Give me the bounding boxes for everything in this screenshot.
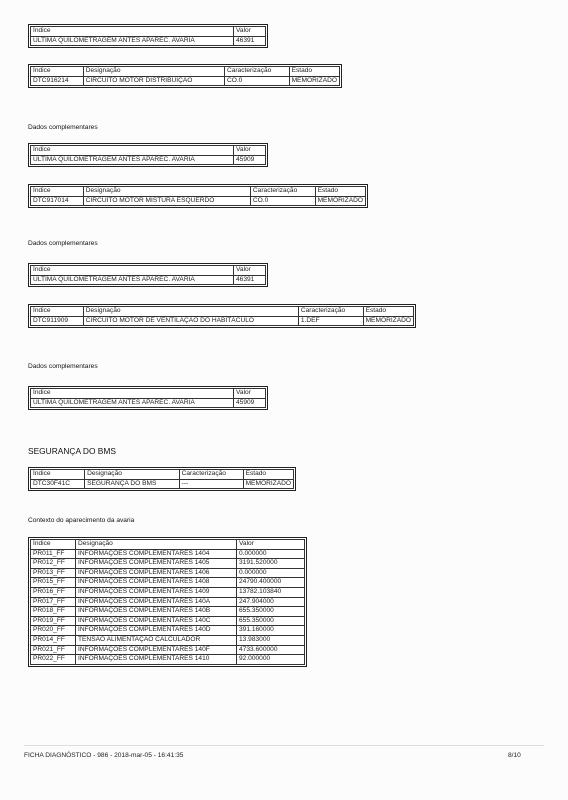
table-cell: DTC916214 (31, 76, 84, 86)
footer-rule (24, 745, 544, 746)
table-row (31, 607, 305, 617)
table-cell: MEMORIZADO (315, 196, 365, 206)
table-row (31, 549, 305, 559)
table-cell: 13782.103840 (237, 587, 305, 597)
table-cell: PR015_FF (31, 578, 76, 588)
table-cell: PR021_FF (31, 645, 76, 655)
column-header: Índice (31, 146, 234, 156)
mileage-table (28, 24, 268, 48)
table-cell: CIRCUITO MOTOR MISTURA ESQUERDO (83, 196, 250, 206)
table-cell: INFORMAÇÕES COMPLEMENTARES 140B (76, 607, 237, 617)
footer-info: FICHA DIAGNÓSTICO - 986 - 2018-mar-05 - 16:41:35 (24, 752, 184, 759)
table-row (31, 568, 305, 578)
table-header-row (31, 187, 366, 197)
table-cell: INFORMAÇÕES COMPLEMENTARES 1409 (76, 587, 237, 597)
column-header: Índice (31, 470, 85, 480)
table-row (31, 645, 305, 655)
table-cell: INFORMAÇÕES COMPLEMENTARES 1406 (76, 568, 237, 578)
table-cell: 46391 (234, 36, 266, 46)
table-cell: 0.000000 (237, 549, 305, 559)
table-cell: MEMORIZADO (243, 479, 293, 489)
table-cell: INFORMAÇÕES COMPLEMENTARES 140F (76, 645, 237, 655)
table-cell: ÚLTIMA QUILOMETRAGEM ANTES APAREC. AVARIA (31, 155, 234, 165)
column-header: Índice (31, 187, 84, 197)
table-cell: 3191.520000 (237, 559, 305, 569)
table-header-row (31, 540, 305, 550)
column-header: Caracterização (298, 307, 363, 317)
column-header: Valor (234, 266, 266, 276)
table-cell: INFORMAÇÕES COMPLEMENTARES 1405 (76, 559, 237, 569)
table-cell: 391.160000 (237, 626, 305, 636)
table-header-row (31, 389, 266, 399)
table-cell: PR013_FF (31, 568, 76, 578)
mileage-table (28, 386, 268, 410)
table-row (31, 578, 305, 588)
table-cell: PR016_FF (31, 587, 76, 597)
table-cell: 1.DEF (298, 316, 363, 326)
table-cell: 45909 (234, 398, 266, 408)
table-cell: ÚLTIMA QUILOMETRAGEM ANTES APAREC. AVARIA (31, 275, 234, 285)
section-label: Dados complementares (28, 240, 98, 247)
table-row (31, 196, 366, 206)
table-cell: PR011_FF (31, 549, 76, 559)
table-cell: PR020_FF (31, 626, 76, 636)
table-cell: MEMORIZADO (363, 316, 413, 326)
table-cell: PR017_FF (31, 597, 76, 607)
column-header: Estado (315, 187, 365, 197)
table-cell: DTC911909 (31, 316, 84, 326)
table-row (31, 616, 305, 626)
table-row (31, 36, 266, 46)
table-header-row (31, 67, 340, 77)
table-cell: 45909 (234, 155, 266, 165)
fault-code-table (28, 184, 368, 208)
column-header: Caracterização (250, 187, 315, 197)
section-label: Contexto do aparecimento da avaria (28, 517, 135, 524)
table-cell: 92.000000 (237, 655, 305, 665)
table-cell: 0.000000 (237, 568, 305, 578)
table-header-row (31, 27, 266, 37)
table-cell: 4733.600000 (237, 645, 305, 655)
table-cell: INFORMAÇÕES COMPLEMENTARES 1408 (76, 578, 237, 588)
table-cell: 13.983000 (237, 635, 305, 645)
column-header: Designação (85, 470, 180, 480)
column-header: Estado (289, 67, 339, 77)
table-cell: PR019_FF (31, 616, 76, 626)
fault-code-table (28, 64, 342, 88)
table-cell: CIRCUITO MOTOR DISTRIBUIÇÃO (83, 76, 224, 86)
table-cell: 247.904000 (237, 597, 305, 607)
section-title: SEGURANÇA DO BMS (28, 446, 116, 456)
table-cell: 655.350000 (237, 616, 305, 626)
table-header-row (31, 266, 266, 276)
column-header: Valor (234, 27, 266, 37)
table-header-row (31, 307, 414, 317)
table-cell: PR018_FF (31, 607, 76, 617)
table-header-row (31, 470, 294, 480)
table-cell: 655.350000 (237, 607, 305, 617)
table-cell: INFORMAÇÕES COMPLEMENTARES 140A (76, 597, 237, 607)
table-row (31, 626, 305, 636)
table-row (31, 155, 266, 165)
table-row (31, 316, 414, 326)
table-row (31, 597, 305, 607)
table-cell: INFORMAÇÕES COMPLEMENTARES 1404 (76, 549, 237, 559)
table-cell: DTC917014 (31, 196, 84, 206)
table-row (31, 479, 294, 489)
table-cell: MEMORIZADO (289, 76, 339, 86)
table-row (31, 559, 305, 569)
column-header: Designação (83, 187, 250, 197)
column-header: Caracterização (224, 67, 289, 77)
column-header: Índice (31, 540, 76, 550)
table-cell: INFORMAÇÕES COMPLEMENTARES 1410 (76, 655, 237, 665)
column-header: Designação (83, 307, 298, 317)
context-table (28, 537, 307, 667)
column-header: Designação (83, 67, 224, 77)
column-header: Valor (234, 389, 266, 399)
table-cell: PR022_FF (31, 655, 76, 665)
table-row (31, 275, 266, 285)
table-cell: CO.0 (250, 196, 315, 206)
table-cell: PR014_FF (31, 635, 76, 645)
table-cell: CIRCUITO MOTOR DE VENTILAÇÃO DO HABITÁCULO (83, 316, 298, 326)
fault-code-table (28, 304, 416, 328)
mileage-table (28, 143, 268, 167)
table-cell: PR012_FF (31, 559, 76, 569)
column-header: Índice (31, 389, 234, 399)
column-header: Estado (243, 470, 293, 480)
fault-code-table (28, 467, 296, 491)
page-number: 8/10 (508, 752, 521, 759)
table-row (31, 655, 305, 665)
table-cell: 46391 (234, 275, 266, 285)
section-label: Dados complementares (28, 363, 98, 370)
table-cell: CO.0 (224, 76, 289, 86)
column-header: Valor (234, 146, 266, 156)
column-header: Valor (237, 540, 305, 550)
table-cell: SEGURANÇA DO BMS (85, 479, 180, 489)
table-cell: INFORMAÇÕES COMPLEMENTARES 140D (76, 626, 237, 636)
column-header: Índice (31, 27, 234, 37)
column-header: Índice (31, 67, 84, 77)
table-cell: 24790.400000 (237, 578, 305, 588)
column-header: Estado (363, 307, 413, 317)
table-header-row (31, 146, 266, 156)
table-row (31, 398, 266, 408)
table-cell: TENSÃO ALIMENTAÇÃO CALCULADOR (76, 635, 237, 645)
column-header: Índice (31, 266, 234, 276)
table-cell: DTC30F41C (31, 479, 85, 489)
section-label: Dados complementares (28, 124, 98, 131)
column-header: Índice (31, 307, 84, 317)
table-cell: ÚLTIMA QUILOMETRAGEM ANTES APAREC. AVARIA (31, 398, 234, 408)
table-cell: INFORMAÇÕES COMPLEMENTARES 140C (76, 616, 237, 626)
table-row (31, 635, 305, 645)
table-row (31, 587, 305, 597)
table-row (31, 76, 340, 86)
column-header: Caracterização (179, 470, 243, 480)
column-header: Designação (76, 540, 237, 550)
mileage-table (28, 263, 268, 287)
table-cell: ÚLTIMA QUILOMETRAGEM ANTES APAREC. AVARIA (31, 36, 234, 46)
table-cell: --- (179, 479, 243, 489)
